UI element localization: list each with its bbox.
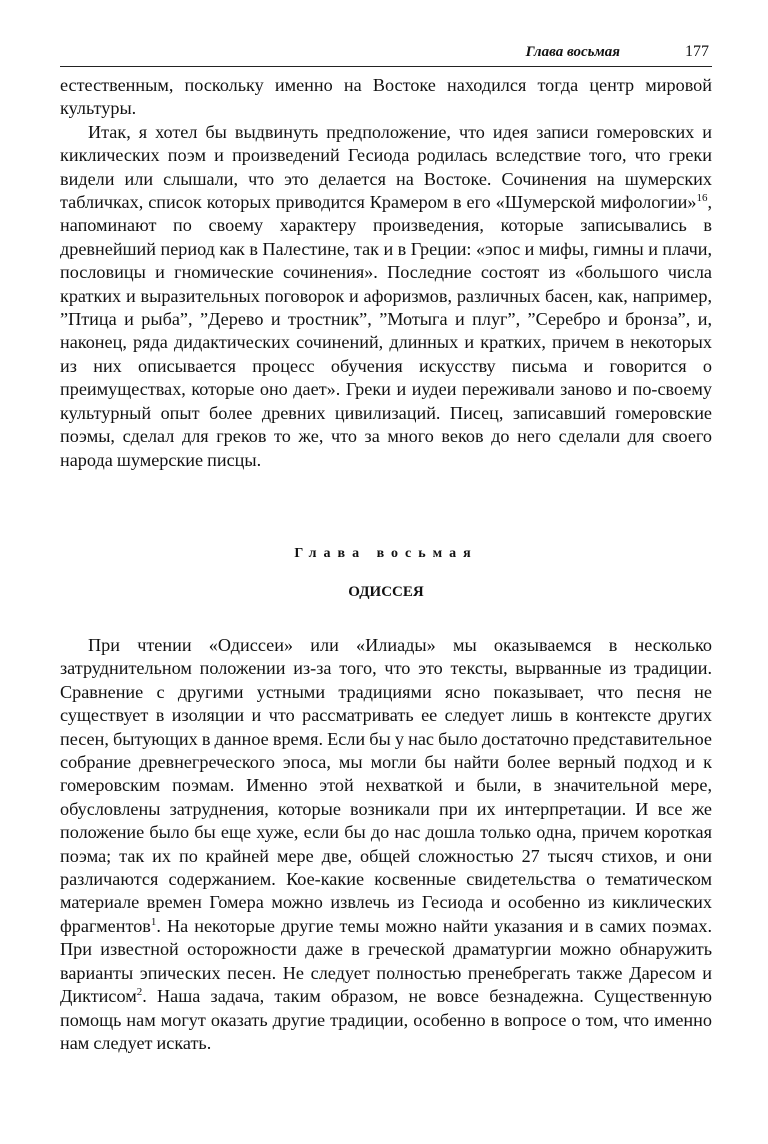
- paragraph-hypothesis: [60, 121, 712, 472]
- footnote-ref-2: 2: [136, 986, 143, 999]
- paragraph-hypothesis-text-1: Итак, я хотел бы выдвинуть предположение, что идея записи гомеровских и киклических поэм и произведений Гесиода родилась вследствие того, что греки видели или слышали, что это делается на Востоке. Сочинения на шумерских табличках, список которых приводится Крамером в его «Шумерской мифологии»: [60, 121, 712, 213]
- chapter-title: ОДИССЕЯ: [348, 584, 424, 600]
- running-header: [60, 40, 712, 67]
- paragraph-odyssey-intro: [60, 634, 712, 1055]
- paragraph-odyssey-text-3: . Наша задача, таким образом, не вовсе безнадежна. Существенную помощь нам могут оказать другие традиции, особенно в вопросе о том, что именно нам следует искать.: [60, 986, 712, 1053]
- paragraph-hypothesis-text-2: , напоминают по своему характеру произведения, которые записывались в древнейший период как в Палестине, так и в Греции: «эпос и мифы, гимны и плачи, пословицы и гномические сочинения». Последние состоят из «большого числа кратких и выразительных поговорок и афоризмов, различных басен, как, например, ”Птица и рыба”, ”Дерево и тростник”, ”Мотыга и плуг”, ”Серебро и бронза”, и, наконец, ряда дидактических сочинений, длинных и кратких, причем в некоторых из них описывается процесс обучения искусству письма и говорится о преимуществах, которые оно дает». Греки и иудеи переживали заново и по-своему культурный опыт более древних цивилизаций. Писец, записавший гомеровские поэмы, сделал для греков то же, что за много веков до него сделали для своего народа шумерские писцы.: [60, 192, 712, 470]
- running-title: Глава восьмая: [525, 44, 620, 60]
- footnote-ref-16: 16: [696, 191, 708, 204]
- footnote-ref-1: 1: [150, 915, 157, 928]
- top-text-block: [60, 74, 712, 472]
- page-number: 177: [685, 43, 709, 60]
- paragraph-odyssey-text-2: . На некоторые другие темы можно найти указания и в самих поэмах. При известной осторожности даже в греческой драматургии можно обнаружить варианты эпических песен. Не следует полностью пренебрегать также Даресом и Диктисом: [60, 915, 712, 1007]
- paragraph-odyssey-text-1: При чтении «Одиссеи» или «Илиады» мы оказываемся в несколько затруднительном положении из-за того, что это тексты, вырванные из традиции. Сравнение с другими устными традициями ясно показывает, что песня не существует в изоляции и что рассматривать ее следует лишь в контексте других песен, бытующих в данное время. Если бы у нас было достаточно представительное собрание древнегреческого эпоса, мы могли бы найти более верный подход и к гомеровским поэмам. Именно этой нехваткой и были, в значительной мере, обусловлены затруднения, которые возникали при их интерпретации. И все же положение было бы еще хуже, если бы до нас дошла только одна, причем короткая поэма; так их по крайней мере две, общей сложностью 27 тысяч стихов, и они различаются содержанием. Кое-какие косвенные свидетельства о тематическом материале времен Гомера можно извлечь из Гесиода и особенно из киклических фрагментов: [60, 635, 712, 936]
- chapter-label: Глава восьмая: [294, 546, 478, 561]
- bottom-text-block: [60, 634, 712, 1055]
- paragraph-continuation: естественным, поскольку именно на Востоке находился тогда центр мировой культуры.: [60, 75, 712, 119]
